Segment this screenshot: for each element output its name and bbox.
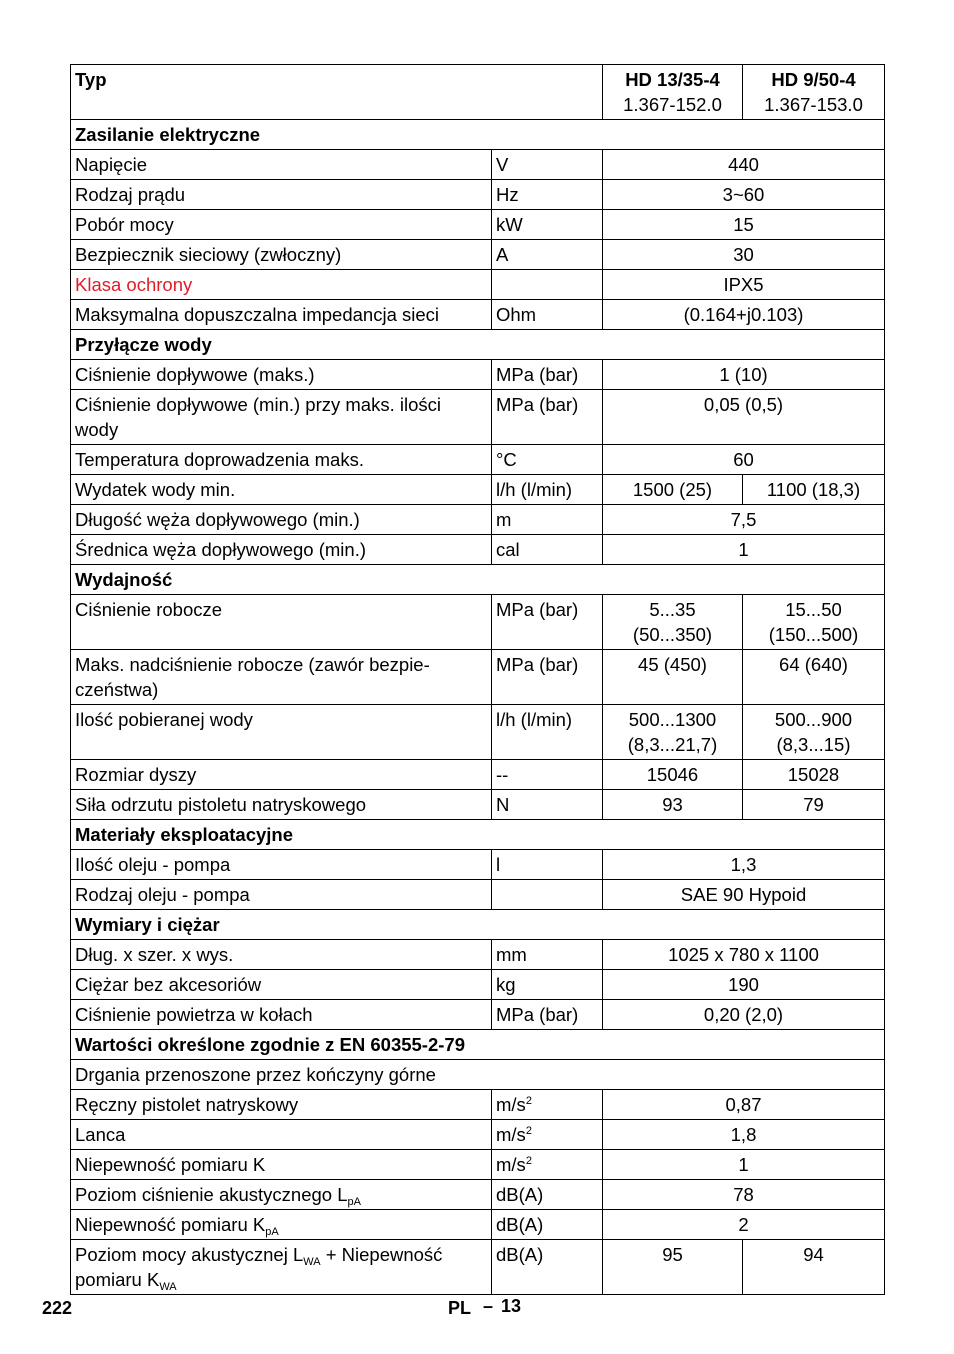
section-title-power: Zasilanie elektryczne [71,120,885,150]
row-unit: N [492,790,603,820]
row-value: 190 [603,970,885,1000]
table-row [71,210,885,240]
row-unit [492,1120,603,1150]
table-row [71,1210,885,1240]
row-unit: MPa (bar) [492,390,603,445]
value-line: (150...500) [768,624,859,645]
unit-superscript: 2 [525,1155,532,1167]
model1-name: HD 13/35-4 [625,69,720,90]
row-label: Ciśnienie robocze [71,595,492,650]
row-value-model1 [603,705,743,760]
row-label: Temperatura doprowadzenia maks. [71,445,492,475]
row-value: 440 [603,150,885,180]
label-subscript: WA [159,1281,177,1293]
row-label: Ciśnienie dopływowe (min.) przy maks. ilości wody [71,390,492,445]
section-title-consumables: Materiały eksploatacyjne [71,820,885,850]
value-line: (8,3...21,7) [627,734,718,755]
section-title-water: Przyłącze wody [71,330,885,360]
row-value-model2 [743,705,885,760]
row-label: Siła odrzutu pistoletu natryskowego [71,790,492,820]
table-row [71,390,885,445]
row-unit: -- [492,760,603,790]
table-row [71,445,885,475]
row-value: 1 [603,535,885,565]
table-row [71,300,885,330]
table-row [71,705,885,760]
row-unit: mm [492,940,603,970]
row-value: 3~60 [603,180,885,210]
row-label: Pobór mocy [71,210,492,240]
row-unit: dB(A) [492,1180,603,1210]
row-label: Ciężar bez akcesoriów [71,970,492,1000]
row-value-model2 [743,595,885,650]
row-unit: dB(A) [492,1210,603,1240]
section-title-measured-values: Wartości określone zgodnie z EN 60355-2-79 [71,1030,885,1060]
row-unit: MPa (bar) [492,360,603,390]
row-value-model2: 94 [743,1240,885,1295]
table-row [71,270,885,300]
footer-language: PL [448,1298,472,1318]
table-row [71,1120,885,1150]
label-text: + Niepewność [320,1244,443,1265]
model2-code: 1.367-153.0 [764,94,863,115]
table-row [71,880,885,910]
table-row [71,1240,885,1295]
row-value: 30 [603,240,885,270]
row-unit: l/h (l/min) [492,475,603,505]
row-unit: cal [492,535,603,565]
row-unit: Ohm [492,300,603,330]
label-line: Maks. nadciśnienie robocze (zawór bezpie- [75,654,430,675]
value-line: 500...900 [774,709,853,730]
table-row [71,650,885,705]
row-value-model1: 1500 (25) [603,475,743,505]
table-row [71,1000,885,1030]
row-value: 1,3 [603,850,885,880]
row-value: IPX5 [603,270,885,300]
row-unit: Hz [492,180,603,210]
row-label: Lanca [71,1120,492,1150]
row-label [71,1240,492,1295]
table-row [71,970,885,1000]
label-text: Niepewność pomiaru K [75,1214,266,1235]
row-label: Ciśnienie powietrza w kołach [71,1000,492,1030]
row-value-model2: 79 [743,790,885,820]
value-line: 15...50 [785,599,842,620]
table-row [71,180,885,210]
table-row [71,535,885,565]
row-label: Napięcie [71,150,492,180]
table-row [71,850,885,880]
row-value: 78 [603,1180,885,1210]
row-value: 7,5 [603,505,885,535]
row-unit: kW [492,210,603,240]
row-value-model1: 95 [603,1240,743,1295]
row-value-model2: 15028 [743,760,885,790]
row-value: 15 [603,210,885,240]
table-row [71,595,885,650]
row-value-model1: 45 (450) [603,650,743,705]
table-row [71,790,885,820]
row-label: Rozmiar dyszy [71,760,492,790]
row-value-model1: 15046 [603,760,743,790]
row-unit: A [492,240,603,270]
unit-text: m/s [496,1154,526,1175]
label-subscript: pA [347,1196,361,1208]
value-line: 5...35 [649,599,696,620]
table-row [71,1090,885,1120]
row-value: 1 (10) [603,360,885,390]
unit-text: m/s [496,1124,526,1145]
row-value: 60 [603,445,885,475]
row-unit: dB(A) [492,1240,603,1295]
row-unit: m [492,505,603,535]
row-value-model2: 64 (640) [743,650,885,705]
row-unit: °C [492,445,603,475]
row-value: 2 [603,1210,885,1240]
section-title-dimensions: Wymiary i ciężar [71,910,885,940]
row-label [71,650,492,705]
unit-superscript: 2 [525,1095,532,1107]
row-value: 0,87 [603,1090,885,1120]
row-label-protection-class: Klasa ochrony [71,270,492,300]
row-unit [492,270,603,300]
row-value: SAE 90 Hypoid [603,880,885,910]
table-row [71,240,885,270]
table-row [71,360,885,390]
model2-name: HD 9/50-4 [771,69,856,90]
unit-text: m/s [496,1094,526,1115]
row-label [71,1180,492,1210]
row-label: Ręczny pistolet natryskowy [71,1090,492,1120]
row-unit [492,1090,603,1120]
value-line: (50...350) [632,624,713,645]
table-row [71,1180,885,1210]
row-label: Ilość pobieranej wody [71,705,492,760]
label-subscript: WA [303,1256,321,1268]
page-number: 222 [42,1298,73,1318]
row-label: Ilość oleju - pompa [71,850,492,880]
row-label: Niepewność pomiaru K [71,1150,492,1180]
row-value-model1: 93 [603,790,743,820]
row-unit: l [492,850,603,880]
header-row [71,65,885,120]
row-label [71,1210,492,1240]
table-row [71,505,885,535]
row-label: Dług. x szer. x wys. [71,940,492,970]
row-unit: MPa (bar) [492,1000,603,1030]
model1-code: 1.367-152.0 [623,94,722,115]
table-row [71,760,885,790]
technical-data-table [70,64,885,1295]
row-unit: V [492,150,603,180]
row-unit [492,880,603,910]
section-subheading-vibration: Drgania przenoszone przez kończyny górne [71,1060,885,1090]
model2-header [743,65,885,120]
unit-superscript: 2 [525,1125,532,1137]
label-text: Poziom mocy akustycznej L [75,1244,304,1265]
row-unit: kg [492,970,603,1000]
row-label: Średnica węża dopływowego (min.) [71,535,492,565]
row-label: Maksymalna dopuszczalna impedancja sieci [71,300,492,330]
row-unit [492,1150,603,1180]
label-line: czeństwa) [75,679,159,700]
table-row [71,150,885,180]
row-value: 0,05 (0,5) [603,390,885,445]
row-unit: MPa (bar) [492,595,603,650]
row-value-model1 [603,595,743,650]
row-label: Wydatek wody min. [71,475,492,505]
row-label: Ciśnienie dopływowe (maks.) [71,360,492,390]
footer-subpage: 13 [501,1296,522,1316]
row-unit: l/h (l/min) [492,705,603,760]
row-label: Rodzaj oleju - pompa [71,880,492,910]
row-label: Bezpiecznik sieciowy (zwłoczny) [71,240,492,270]
label-text: pomiaru K [75,1269,160,1290]
table-row [71,940,885,970]
section-title-performance: Wydajność [71,565,885,595]
label-subscript: pA [265,1226,279,1238]
value-line: 500...1300 [628,709,717,730]
label-text: Poziom ciśnienie akustycznego L [75,1184,348,1205]
type-label: Typ [71,65,603,120]
row-label: Rodzaj prądu [71,180,492,210]
row-value: 1 [603,1150,885,1180]
value-line: (8,3...15) [776,734,851,755]
table-row [71,1150,885,1180]
model1-header [603,65,743,120]
row-value: 1,8 [603,1120,885,1150]
row-unit: MPa (bar) [492,650,603,705]
footer-dash: – [483,1296,494,1316]
row-label: Długość węża dopływowego (min.) [71,505,492,535]
row-value-model2: 1100 (18,3) [743,475,885,505]
row-value: (0.164+j0.103) [603,300,885,330]
row-value: 0,20 (2,0) [603,1000,885,1030]
table-row [71,475,885,505]
row-value: 1025 x 780 x 1100 [603,940,885,970]
